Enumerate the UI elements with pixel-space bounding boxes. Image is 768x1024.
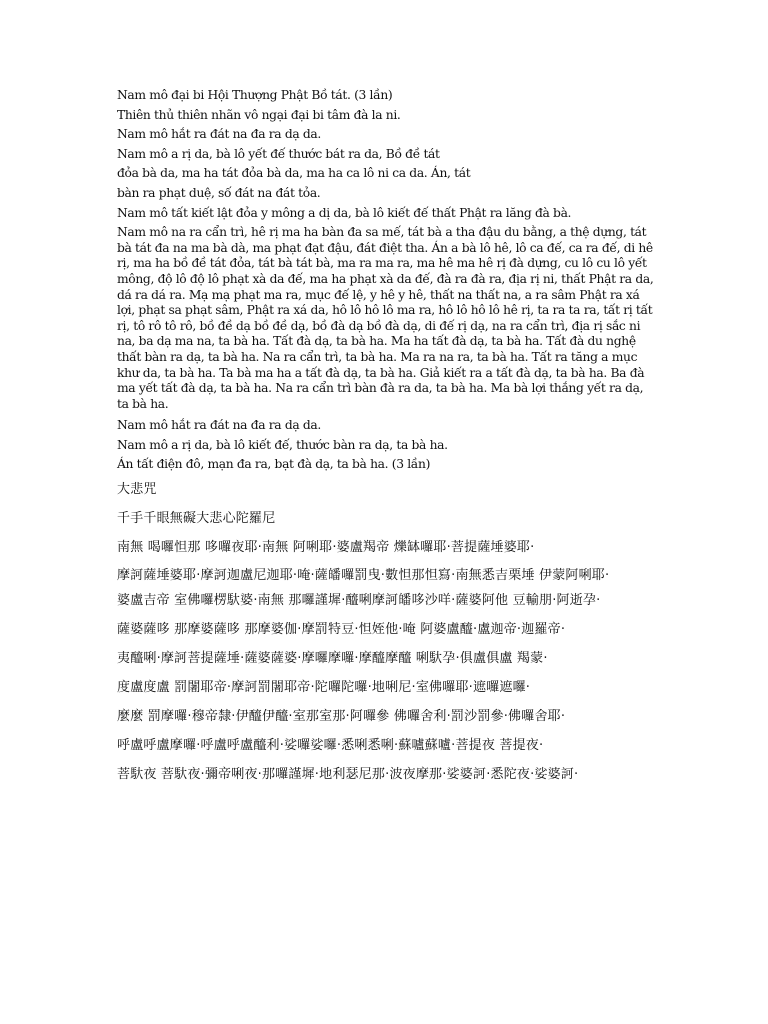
viet-line-1: Nam mô đại bi Hội Thượng Phật Bồ tát. (3 lần) (117, 88, 393, 102)
document-page (117, 86, 657, 789)
chinese-line-8: 呼盧呼盧摩囉·呼盧呼盧醯利·娑囉娑囉·悉唎悉唎·蘇嚧蘇嚧·菩提夜 菩提夜· (117, 738, 544, 754)
viet-line-7: Nam mô tất kiết lật đỏa y mông a dị da, bà lô kiết đế thất Phật ra lăng đà bà. (117, 205, 572, 220)
viet-main-paragraph: Nam mô na ra cẩn trì, hê rị ma ha bàn đa sa mế, tát bà a tha đậu du bằng, a thệ dựng, tát bà tát đa na ma bà dà, ma phạt đạt đậu, đát điệt tha. Án a bà lô hê, lô ca đế, ca ra đế, di hê rị, ma ha bồ đề tát đỏa, tát bà tát bà, ma ra ma ra, ma hê ma hê rị đà dựng, cu lô cu lô yết mông, độ lô độ lô phạt xà da đế, ma ha phạt xà da đế, đà ra đà ra, địa rị ni, thất Phật ra da, dá ra dá ra. Mạ mạ phạt ma ra, mục đế lệ, y hê y hê, thất na thất na, a ra sâm Phật ra xá lợi, phạt sa phạt sâm, Phật ra xá da, hô lô hô lô ma ra, hô lô hô lô hê rị, ta ra ta ra, tất rị tất rị, tô rô tô rô, bồ đề dạ bồ đề dạ, bồ đà dạ bồ đà dạ, di đế rị dạ, na ra cẩn trì, địa rị sắc ni na, ba dạ ma na, ta bà ha. Tất đà dạ, ta bà ha. Ma ha tất đà dạ, ta bà ha. Tất đà du nghệ thất bàn ra dạ, ta bà ha. Na ra cẩn trì, ta bà ha. Ma ra na ra, ta bà ha. Tất ra tăng a mục khư da, ta bà ha. Ta bà ma ha a tất đà dạ, ta bà ha. Giả kiết ra a tất đà dạ, ta bà ha. Ba đà ma yết tất đà dạ, ta bà ha. Na ra cẩn trì bàn đà ra da, ta bà ha. Ma bà lợi thắng yết ra dạ, ta bà ha. (117, 225, 654, 411)
viet-line-3: Nam mô hắt ra đát na đa ra dạ da. (117, 127, 321, 142)
chinese-line-4: 薩婆薩哆 那摩婆薩哆 那摩婆伽·摩罰特豆·怛姪他·唵 阿婆盧醯·盧迦帝·迦羅帝· (117, 622, 566, 638)
chinese-line-7: 麼麼 罰摩囉·穆帝隸·伊醯伊醯·室那室那·阿囉參 佛囉舍利·罰沙罰參·佛囉舍耶· (117, 709, 566, 725)
chinese-line-5: 夷醯唎·摩訶菩提薩埵·薩婆薩婆·摩囉摩囉·摩醯摩醯 唎馱孕·俱盧俱盧 羯蒙· (117, 651, 548, 667)
chinese-title: 大悲咒 (117, 482, 157, 498)
chinese-line-1: 南無 喝囉怛那 哆囉夜耶·南無 阿唎耶·婆盧羯帝 爍缽囉耶·菩提薩埵婆耶· (117, 540, 535, 556)
chinese-line-3: 婆盧吉帝 室佛囉楞馱婆·南無 那囉謹墀·醯唎摩訶皤哆沙咩·薩婆阿他 豆輸朋·阿逝孕· (117, 593, 601, 609)
viet-closing-1: Nam mô hắt ra đát na đa ra dạ da. (117, 418, 321, 433)
chinese-line-9: 菩馱夜 菩馱夜·彌帝唎夜·那囉謹墀·地利瑟尼那·波夜摩那·娑婆訶·悉陀夜·娑婆訶· (117, 767, 579, 783)
viet-line-4: Nam mô a rị da, bà lô yết đế thước bát ra da, Bồ đề tát (117, 146, 440, 161)
chinese-line-2: 摩訶薩埵婆耶·摩訶迦盧尼迦耶·唵·薩皤囉罰曳·數怛那怛寫·南無悉吉栗埵 伊蒙阿唎耶· (117, 568, 610, 584)
viet-closing-2: Nam mô a rị da, bà lô kiết đế, thước bàn ra dạ, ta bà ha. (117, 437, 448, 452)
chinese-line-6: 度盧度盧 罰闍耶帝·摩訶罰闍耶帝·陀囉陀囉·地唎尼·室佛囉耶·遮囉遮囉· (117, 680, 531, 696)
viet-line-2: Thiên thủ thiên nhãn vô ngại đại bi tâm đà la ni. (117, 107, 401, 122)
chinese-subtitle: 千手千眼無礙大悲心陀羅尼 (117, 511, 276, 527)
viet-closing-3: Án tất điện đô, mạn đa ra, bạt đà dạ, ta bà ha. (3 lần) (117, 457, 431, 472)
viet-line-6: bàn ra phạt duệ, số đát na đát tỏa. (117, 185, 321, 200)
viet-line-5: đỏa bà da, ma ha tát đỏa bà da, ma ha ca lô ni ca da. Án, tát (117, 166, 471, 181)
